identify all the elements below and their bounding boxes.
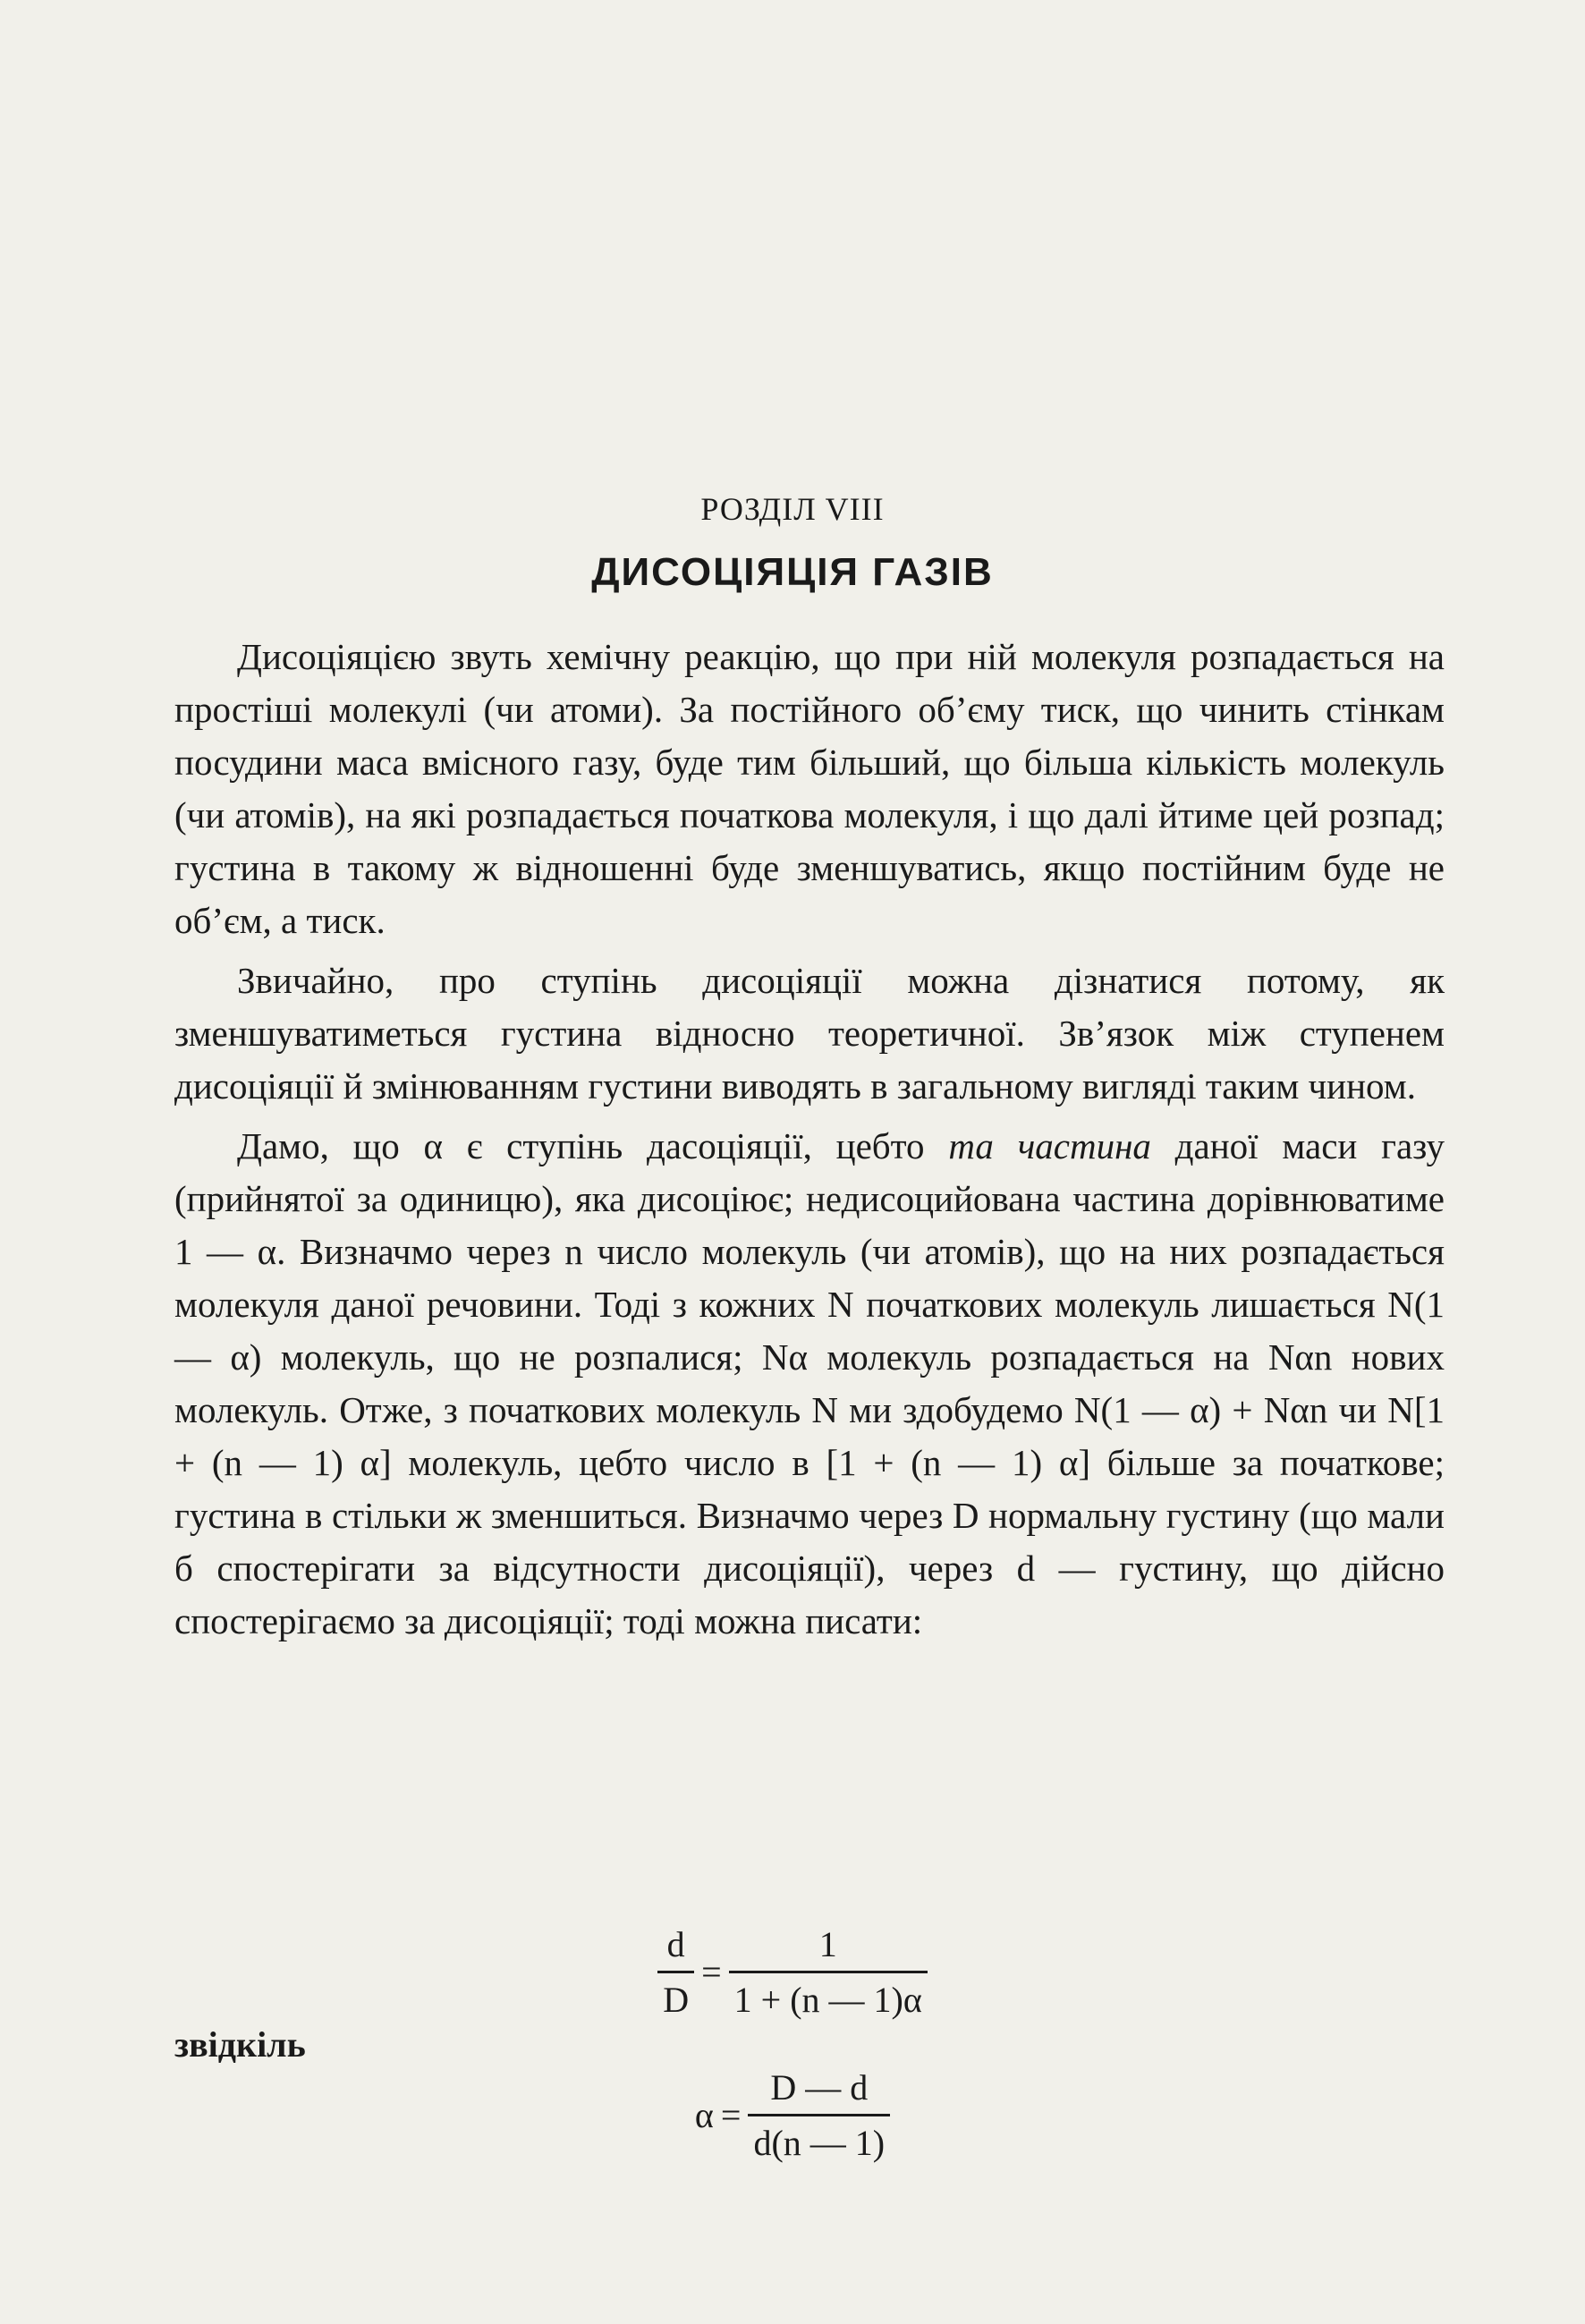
formula1-lhs-numerator: d bbox=[666, 1924, 685, 1964]
body-text bbox=[174, 631, 1445, 1655]
paragraph-degree: Звичайно, про ступінь дисоціяції можна дізнатися потому, як зменшуватиметься густина відносно теоретичної. Зв’язок між ступенем дисоціяції й змінюванням густини виводять в загальному вигляді таким чином. bbox=[174, 960, 1445, 1107]
formula1-rhs-fraction bbox=[729, 1923, 928, 2021]
chapter-label: РОЗДІЛ VIII bbox=[700, 491, 885, 527]
paragraph-derivation bbox=[174, 1120, 1445, 1648]
formula1-equals: = bbox=[701, 1952, 722, 1992]
alpha-formula bbox=[0, 2066, 1585, 2164]
formula2-lhs: α bbox=[694, 2095, 714, 2135]
formula1-rhs-numerator: 1 bbox=[818, 1924, 837, 1964]
paragraph-derivation-start: Дамо, що α є ступінь дасоціяції, цебто bbox=[237, 1125, 949, 1166]
formula2-rhs-numerator: D — d bbox=[770, 2067, 869, 2108]
formula2-rhs-fraction bbox=[748, 2066, 890, 2164]
formula1-rhs-denominator: 1 + (n — 1)α bbox=[729, 1971, 928, 2021]
paragraph-definition: Дисоціяцією звуть хемічну реакцію, що при ній молекуля розпадається на простіші молекулі (чи атоми). За постійного об’єму тиск, що чинить стінкам посудини маса вмісного газу, буде тим більший, що більша кількість молекуль (чи атомів), на які розпадається початкова молекуля, і що далі йтиме цей розпад; густина в такому ж відношенні буде зменшуватись, якщо постійним буде не об’єм, а тиск. bbox=[174, 636, 1445, 941]
formula2-equals: = bbox=[720, 2095, 742, 2135]
chapter-title: ДИСОЦІЯЦІЯ ГАЗІВ bbox=[591, 550, 994, 594]
whence-label: звідкіль bbox=[174, 2024, 306, 2065]
paragraph-derivation-end: даної маси газу (прийнятої за одиницю), яка дисоціює; недисоцийована частина дорівнюватиме 1 — α. Визначмо через n число молекуль (чи атомів), що на них розпадається молекуля даної речовини. Тоді з кожних N початкових молекуль лишається N(1 — α) молекуль, що не розпалися; Nα молекуль розпадається на Nαn нових молекуль. Отже, з початкових молекуль N ми здобудемо N(1 — α) + Nαn чи N[1 + (n — 1) α] молекуль, цебто число в [1 + (n — 1) α] більше за початкове; густина в стільки ж зменшиться. Визначмо через D нормальну густину (що мали б спостерігати за відсутности дисоціяції), через d — густину, що дійсно спостерігаємо за дисоціяції; тоді можна писати: bbox=[174, 1125, 1445, 1641]
formula1-lhs-denominator: D bbox=[657, 1971, 694, 2021]
formula2-rhs-denominator: d(n — 1) bbox=[748, 2114, 890, 2164]
density-ratio-formula bbox=[0, 1923, 1585, 2021]
paragraph-derivation-italic: та частина bbox=[948, 1125, 1151, 1166]
formula1-lhs-fraction bbox=[657, 1923, 694, 2021]
